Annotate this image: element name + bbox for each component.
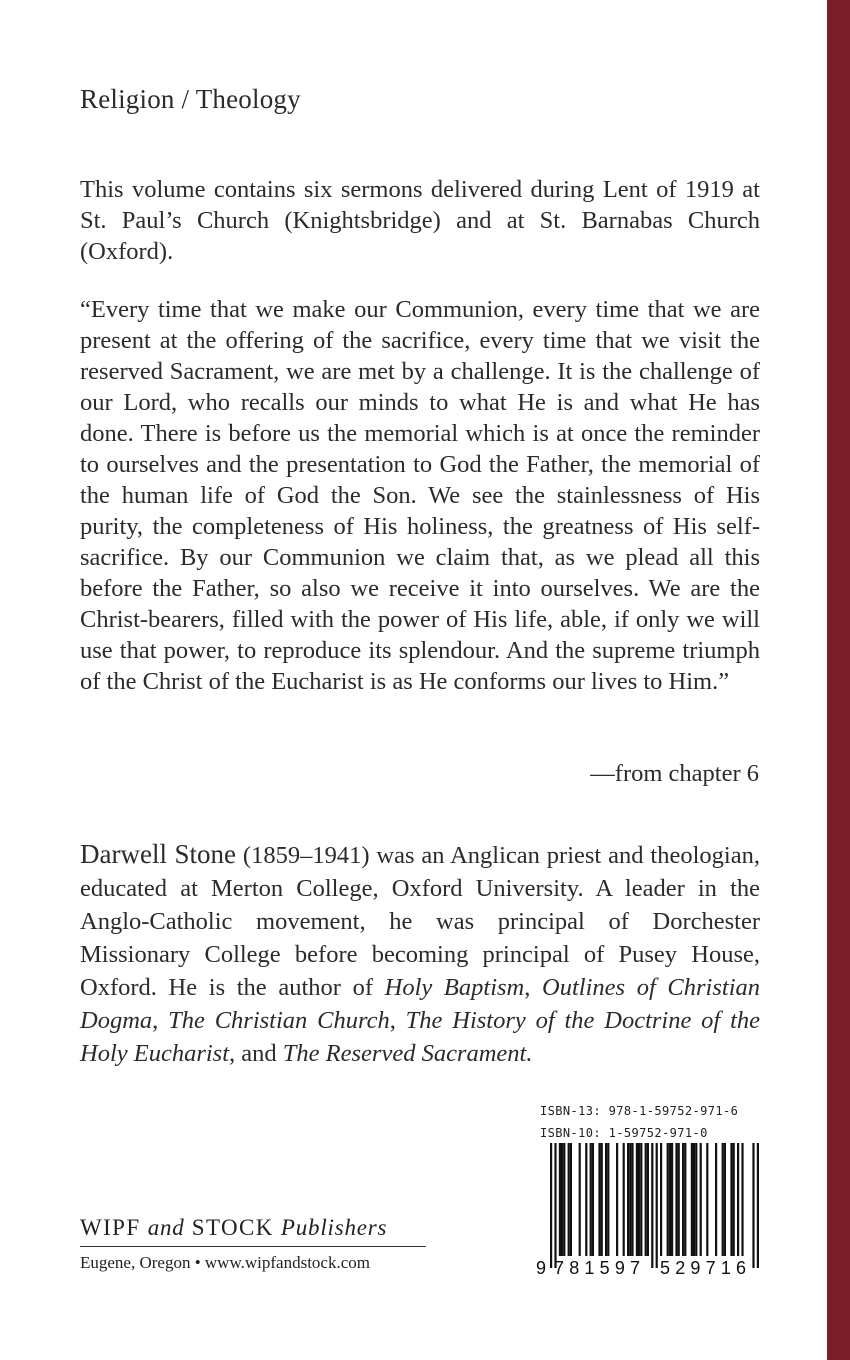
barcode-bar	[667, 1143, 669, 1256]
barcode-bar	[640, 1143, 642, 1256]
category-label: Religion / Theology	[80, 84, 301, 114]
author-bio	[80, 838, 760, 1070]
excerpt-quote: “Every time that we make our Communion, every time that we are present at the offering of the sacrifice, every time that we visit the reserved Sacrament, we are met by a challenge. It is the challenge of our Lord, who recalls our minds to what He is and what He has done. There is before us the memorial which is at once the reminder to ourselves and the presentation to God the Father, the memorial of the human life of God the Son. We see the stainlessness of His purity, the completeness of His holiness, the greatness of His self-sacrifice. By our Communion we claim that, as we plead all this before the Father, so also we receive it into ourselves. We are the Christ-bearers, filled with the power of His life, able, if only we will use that power, to reproduce its splendour. And the supreme triumph of the Christ of the Eucharist is as He conforms our lives to Him.”	[80, 296, 760, 695]
barcode-bar	[682, 1143, 684, 1256]
barcode-bar	[623, 1143, 625, 1256]
barcode-bar	[706, 1143, 708, 1256]
barcode-bar	[691, 1143, 693, 1256]
barcode-bar	[715, 1143, 717, 1256]
barcode-bar	[598, 1143, 600, 1256]
barcode-bars	[550, 1143, 759, 1268]
blurb-paragraph: This volume contains six sermons delivered during Lent of 1919 at St. Paul’s Church (Knightsbridge) and at St. Barnabas Church (Oxford).	[80, 176, 760, 265]
publisher-name-part: and	[147, 1215, 185, 1240]
barcode-bar	[616, 1143, 618, 1256]
barcode-bar	[700, 1143, 702, 1256]
barcode-bar	[629, 1143, 631, 1256]
barcode-bar	[559, 1143, 561, 1256]
quote-attribution: —from chapter 6	[590, 760, 759, 787]
barcode-bar	[592, 1143, 594, 1256]
barcode-bar	[724, 1143, 726, 1256]
barcode-bar	[554, 1143, 556, 1268]
barcode	[536, 1143, 762, 1278]
barcode-bar	[733, 1143, 735, 1256]
barcode-bar	[550, 1143, 552, 1268]
barcode-bar	[752, 1143, 754, 1268]
barcode-bar	[651, 1143, 653, 1268]
barcode-bar	[631, 1143, 633, 1256]
barcode-left-digits: 781597	[554, 1258, 646, 1278]
separator: , and	[229, 1040, 283, 1067]
barcode-bar	[579, 1143, 581, 1256]
barcode-bar	[645, 1143, 647, 1256]
spine-edge	[827, 0, 850, 1360]
publisher-name	[80, 1215, 426, 1247]
barcode-bar	[678, 1143, 680, 1256]
barcode-bar	[590, 1143, 592, 1256]
barcode-bar	[585, 1143, 587, 1256]
publisher-name-part: WIPF	[80, 1215, 148, 1240]
barcode-bar	[722, 1143, 724, 1256]
separator: ,	[524, 974, 543, 1001]
barcode-bar	[671, 1143, 673, 1256]
barcode-lead-digit: 9	[536, 1258, 547, 1278]
bio-text: (1859–1941) was an Anglican priest and theologian, educated at Merton College, Oxford University. A leader in the Anglo-Catholic movement, he was principal of Dorchester Missionary College before becoming principal of Pusey House, Oxford. He is the author of	[80, 842, 760, 1001]
barcode-bar	[638, 1143, 640, 1256]
barcode-bar	[605, 1143, 607, 1256]
publisher-block	[80, 1215, 426, 1273]
barcode-bar	[647, 1143, 649, 1256]
barcode-bar	[737, 1143, 739, 1256]
barcode-bar	[741, 1143, 743, 1256]
separator: ,	[389, 1007, 406, 1034]
work-title: The History of the Doctrine of the Holy Eucharist	[80, 1007, 761, 1067]
barcode-bar	[570, 1143, 572, 1256]
barcode-bar	[675, 1143, 677, 1256]
isbn-10: ISBN-10: 1-59752-971-0	[540, 1126, 708, 1140]
barcode-bar	[627, 1143, 629, 1256]
barcode-bar	[568, 1143, 570, 1256]
barcode-bar	[561, 1143, 563, 1256]
work-title: Outlines of Christian Dogma	[80, 974, 760, 1034]
barcode-bar	[636, 1143, 638, 1256]
barcode-bar	[693, 1143, 695, 1256]
work-title: The Christian Church	[168, 1007, 390, 1034]
barcode-bar	[563, 1143, 565, 1256]
barcode-bar	[669, 1143, 671, 1256]
work-title: The Reserved Sacrament	[282, 1040, 527, 1067]
barcode-bar	[656, 1143, 658, 1268]
isbn-13: ISBN-13: 978-1-59752-971-6	[540, 1104, 739, 1118]
publisher-location: Eugene, Oregon • www.wipfandstock.com	[80, 1253, 370, 1272]
barcode-right-digits: 529716	[660, 1258, 752, 1278]
work-title: Holy Baptism	[384, 974, 525, 1001]
barcode-bar	[684, 1143, 686, 1256]
separator: ,	[152, 1007, 169, 1034]
barcode-bar	[730, 1143, 732, 1256]
publisher-name-part: STOCK	[184, 1215, 281, 1240]
period: .	[526, 1040, 533, 1067]
barcode-bar	[757, 1143, 759, 1268]
publisher-name-part: Publishers	[280, 1215, 388, 1240]
barcode-bar	[660, 1143, 662, 1256]
author-name: Darwell Stone	[80, 839, 236, 869]
barcode-bar	[695, 1143, 697, 1256]
barcode-bar	[607, 1143, 609, 1256]
barcode-bar	[601, 1143, 603, 1256]
